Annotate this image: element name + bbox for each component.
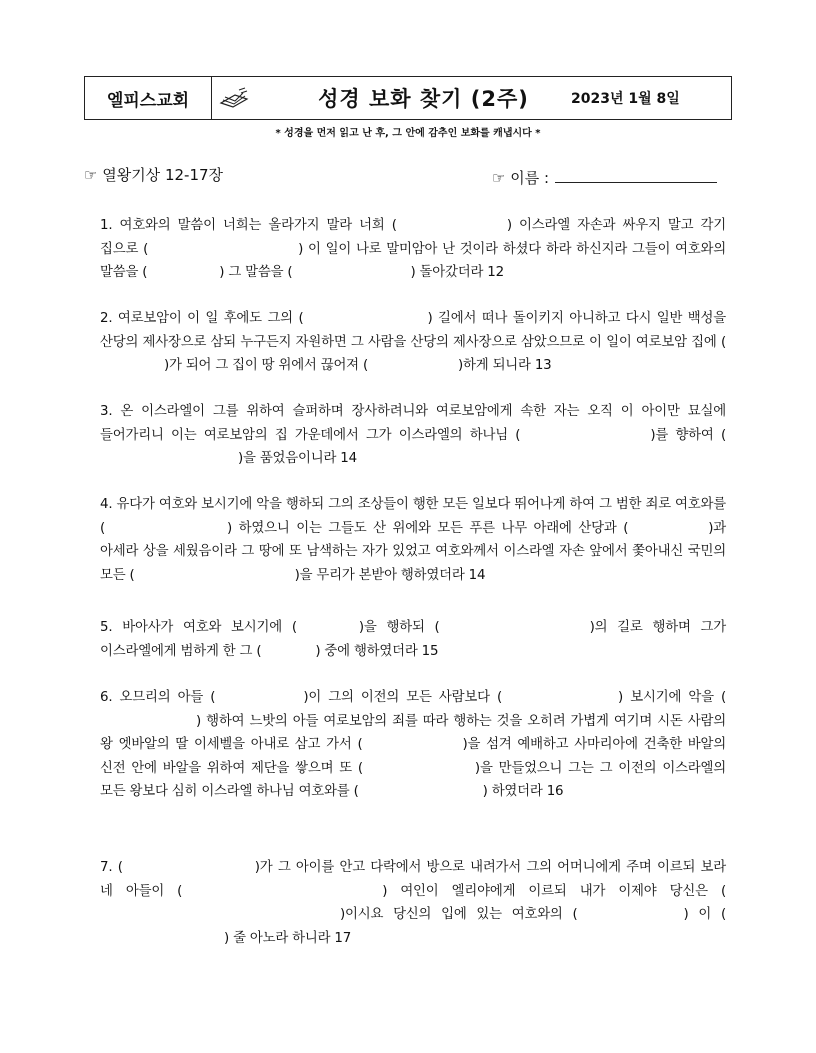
question-text: )의 길로 행하며 그가 이스라엘에게 범하게 한 그 ( [100,620,727,659]
question-1 [100,214,726,285]
name-label: ☞ 이름 : [492,169,550,187]
name-field[interactable] [492,164,717,188]
question-text: ) 이스라엘 자손과 싸우지 말고 각기 집으로 ( [100,218,726,257]
question-text: 2. 여로보암이 이 일 후에도 그의 ( [100,311,304,326]
question-text: )을 행하되 ( [358,620,440,635]
question-text: )가 되어 그 집이 땅 위에서 끊어져 ( [164,358,369,373]
question-text: )를 향하여 ( [650,427,726,443]
question-text: )가 그 아이를 안고 다락에서 방으로 내려가서 그의 어머니에게 주며 이르되 보라 네 아들이 ( [100,860,726,899]
question-text: 1. 여호와의 말씀이 너희는 올라가지 말라 너희 ( [100,218,397,233]
question-text: 7. ( [100,860,123,875]
question-text: ) 보시기에 악을 ( [618,690,727,705]
question-text: )과 아세라 상을 세웠음이라 그 땅에 또 남색하는 자가 있었고 여호와께서 이스라엘 자손 앞에서 쫓아내신 국민의 모든 ( [100,520,726,583]
question-text: )을 섬겨 예배하고 사마리아에 건축한 바알의 신전 안에 바알을 위하여 제단을 쌓으며 또 ( [100,737,726,776]
question-text: )이시요 당신의 입에 있는 여호와의 ( [340,907,578,922]
scripture-range: ☞ 열왕기상 12-17장 [84,166,224,184]
book-icon [212,77,256,119]
worksheet-date: 2023년 1월 8일 [571,91,680,107]
question-6 [100,686,726,804]
question-text: ) 이 일이 나로 말미암아 난 것이라 하셨다 하라 하신지라 그들이 여호와의 말씀을 ( [100,241,727,280]
question-text: ) 하였으니 이는 그들도 산 위에와 모든 푸른 나무 아래에 산당과 ( [227,520,629,536]
name-input-line[interactable] [555,164,717,183]
church-name: 엘피스교회 [85,77,212,119]
question-text: 4. 유다가 여호와 보시기에 악을 행하되 그의 조상들이 행한 모든 일보다 뛰어나게 하여 그 범한 죄로 여호와를 ( [100,497,726,536]
question-text: )을 만들었으니 그는 그 이전의 이스라엘의 모든 왕보다 심히 이스라엘 하나님 여호와를 ( [100,760,727,799]
question-text: ) 중에 행하였더라 15 [315,643,439,659]
question-text: 5. 바아사가 여호와 보시기에 ( [100,620,297,635]
question-text: ) 길에서 떠나 돌이키지 아니하고 다시 일반 백성을 산당의 제사장으로 삼되 누구든지 자원하면 그 사람을 산당의 제사장으로 삼았으므로 이 일이 여로보암 집에 ( [100,311,727,350]
question-text: ) 이 ( [683,907,726,922]
question-3 [100,400,726,471]
question-text: ) 줄 아노라 하니라 17 [224,930,352,946]
question-text: )을 품었음이니라 14 [238,451,357,466]
question-5 [100,616,726,663]
question-4 [100,493,726,587]
question-text: ) 그 말씀을 ( [219,265,293,280]
question-text: ) 여인이 엘리야에게 이르되 내가 이제야 당신은 ( [382,883,726,899]
question-text: ) 하였더라 16 [482,784,564,799]
question-text: 3. 온 이스라엘이 그를 위하여 슬퍼하며 장사하려니와 여로보암에게 속한 자는 오직 이 아이만 묘실에 들어가리니 이는 여로보암의 집 가운데에서 그가 이스라엘의 하나님 ( [100,404,726,443]
header-box [84,76,732,120]
instruction-text: * 성경을 먼저 읽고 난 후, 그 안에 감추인 보화를 캐냅시다 * [275,128,541,139]
worksheet-title: 성경 보화 찾기 (2주) [318,87,529,111]
question-text: ) 행하여 느밧의 아들 여로보암의 죄를 따라 행하는 것을 오히려 가볍게 여기며 시돈 사람의 왕 엣바알의 딸 이세벨을 아내로 삼고 가서 ( [100,713,726,752]
question-text: 6. 오므리의 아들 ( [100,690,216,705]
question-2 [100,307,726,378]
question-7 [100,856,726,950]
question-text: )을 무리가 본받아 행하였더라 14 [294,567,486,583]
question-text: )이 그의 이전의 모든 사람보다 ( [303,690,503,705]
question-text: ) 돌아갔더라 12 [410,265,504,280]
question-text: )하게 되니라 13 [458,358,552,373]
